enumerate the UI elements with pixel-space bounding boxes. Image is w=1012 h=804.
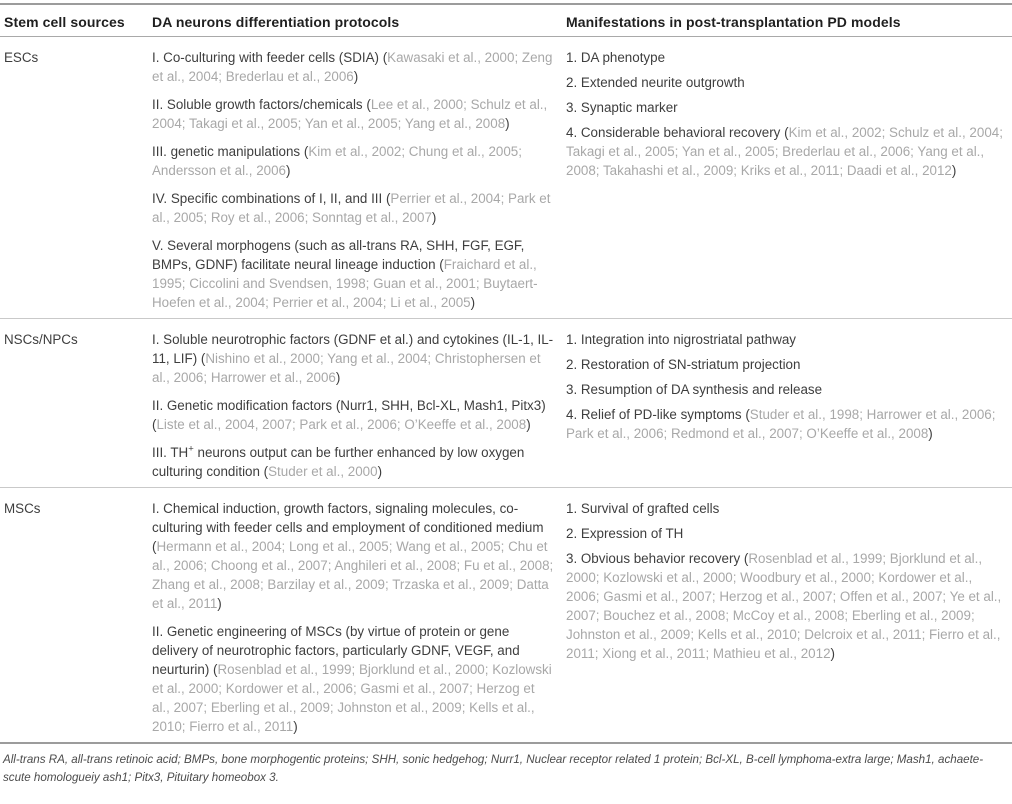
- text-segment: ): [526, 417, 531, 432]
- text-segment: 1. DA phenotype: [566, 50, 666, 65]
- manifestation-item: [566, 549, 1006, 663]
- protocol-item: [152, 236, 556, 312]
- text-segment: 4. Considerable behavioral recovery (: [566, 125, 789, 140]
- column-header-differentiation-protocols: DA neurons differentiation protocols: [152, 14, 400, 30]
- text-segment: ): [505, 116, 510, 131]
- text-segment: ): [928, 426, 933, 441]
- text-segment: ): [830, 646, 835, 661]
- citation-link[interactable]: Studer et al., 1998; Harrower et al., 2006; Park et al., 2006; Redmond et al., 2007; O’Keeffe et al., 2008: [566, 407, 996, 441]
- text-segment: V. Several morphogens (such as all-trans RA, SHH, FGF, EGF, BMPs, GDNF) facilitate neural lineage induction (: [152, 238, 525, 272]
- protocol-item: [152, 622, 556, 736]
- text-segment: ): [286, 163, 291, 178]
- manifestation-item: [566, 380, 1006, 399]
- manifestation-item: [566, 355, 1006, 374]
- text-segment: ): [353, 69, 359, 84]
- text-segment: 2. Restoration of SN-striatum projection: [566, 357, 801, 372]
- protocol-item: [152, 95, 556, 133]
- text-segment: 4. Relief of PD-like symptoms (: [566, 407, 750, 422]
- table-row-escs: [0, 37, 1012, 318]
- text-segment: 1. Survival of grafted cells: [566, 501, 720, 516]
- manifestation-item: [566, 48, 1006, 67]
- manifestation-item: [566, 123, 1006, 180]
- column-header-stem-cell-sources: Stem cell sources: [4, 14, 125, 30]
- manifestation-item: [566, 405, 1006, 443]
- manifestation-item: [566, 98, 1006, 117]
- text-segment: III. TH: [152, 445, 189, 460]
- text-segment: ): [335, 370, 341, 385]
- row-label-mscs: MSCs: [4, 501, 41, 516]
- text-segment: 3. Obvious behavior recovery (: [566, 551, 749, 566]
- citation-link[interactable]: Nishino et al., 2000; Yang et al., 2004; Christophersen et al., 2006; Harrower et al., 2006: [152, 351, 541, 385]
- text-segment: IV. Specific combinations of I, II, and III (: [152, 191, 391, 206]
- manifestations-cell-escs: [566, 48, 1008, 312]
- text-segment: I. Soluble neurotrophic factors (GDNF et al.) and cytokines (IL-1, IL-11, LIF) (: [152, 332, 554, 366]
- citation-link[interactable]: Studer et al., 2000: [268, 464, 378, 479]
- column-header-manifestations: Manifestations in post-transplantation PD models: [566, 14, 901, 30]
- table-row-nscs-npcs: [0, 319, 1012, 487]
- manifestation-item: [566, 499, 1006, 518]
- text-segment: ): [951, 163, 957, 178]
- protocols-cell-nscs: [152, 330, 566, 481]
- text-segment: III. genetic manipulations (: [152, 144, 309, 159]
- protocol-item: [152, 499, 556, 613]
- text-segment: ): [217, 596, 222, 611]
- row-label-nscs-npcs: NSCs/NPCs: [4, 332, 78, 347]
- protocol-item: [152, 330, 556, 387]
- manifestations-cell-nscs: [566, 330, 1008, 481]
- text-segment: II. Genetic modification factors (Nurr1, SHH, Bcl-XL, Mash1, Pitx3) (: [152, 398, 546, 432]
- citation-link[interactable]: Perrier et al., 2004; Park et al., 2005; Roy et al., 2006; Sonntag et al., 2007: [152, 191, 551, 225]
- citation-link[interactable]: Liste et al., 2004, 2007; Park et al., 2006; O’Keeffe et al., 2008: [156, 417, 527, 432]
- table-bottom-rule: [0, 742, 1012, 744]
- citation-link[interactable]: Rosenblad et al., 1999; Bjorklund et al., 2000; Kozlowski et al., 2000; Kordower et al., 2006; Gasmi et al., 2007; Herzog et al., 2007; Eberling et al., 2009; Johnston et al., 2009; Kells et al., 2010; Fierro et al., 2011: [152, 662, 552, 734]
- text-segment: +: [188, 443, 194, 455]
- text-segment: II. Genetic engineering of MSCs (by virtue of protein or gene delivery of neurotrophic factors, particularly GDNF, VEGF, and neurturin) (: [152, 624, 520, 677]
- text-segment: ): [431, 210, 437, 225]
- text-segment: ): [293, 719, 298, 734]
- text-segment: 2. Extended neurite outgrowth: [566, 75, 745, 90]
- table-row-mscs: [0, 488, 1012, 742]
- manifestation-item: [566, 524, 1006, 543]
- text-segment: 2. Expression of TH: [566, 526, 684, 541]
- table-footnote: All-trans RA, all-trans retinoic acid; BMPs, bone morphogentic proteins; SHH, sonic hedgehog; Nurr1, Nuclear receptor related 1 protein; Bcl-XL, B-cell lymphoma-extra large; Mash1, achaete-scute homologueiy ash1; Pitx3, Pituitary homeobox 3.: [3, 753, 984, 784]
- protocol-item: [152, 189, 556, 227]
- text-segment: neurons output can be further enhanced by low oxygen culturing condition (: [152, 445, 525, 479]
- protocol-item: [152, 443, 556, 481]
- protocol-item: [152, 142, 556, 180]
- text-segment: II. Soluble growth factors/chemicals (: [152, 97, 371, 112]
- row-label-escs: ESCs: [4, 50, 39, 65]
- citation-link[interactable]: Kim et al., 2002; Schulz et al., 2004; Takagi et al., 2005; Yan et al., 2005; Brederlau et al., 2006; Yang et al., 2008; Takahashi et al., 2009; Kriks et al., 2011; Daadi et al., 2012: [566, 125, 1003, 178]
- protocol-item: [152, 48, 556, 86]
- citation-link[interactable]: Kim et al., 2002; Chung et al., 2005; Andersson et al., 2006: [152, 144, 522, 178]
- manifestation-item: [566, 330, 1006, 349]
- table-header-row: [0, 5, 1012, 36]
- protocols-cell-escs: [152, 48, 566, 312]
- text-segment: 1. Integration into nigrostriatal pathway: [566, 332, 797, 347]
- protocol-item: [152, 396, 556, 434]
- citation-link[interactable]: Lee et al., 2000; Schulz et al., 2004; Takagi et al., 2005; Yan et al., 2005; Yang et al., 2008: [152, 97, 548, 131]
- text-segment: I. Chemical induction, growth factors, signaling molecules, co-culturing with feeder cells and employment of conditioned medium (: [152, 501, 544, 554]
- text-segment: ): [470, 295, 476, 310]
- text-segment: I. Co-culturing with feeder cells (SDIA) (: [152, 50, 388, 65]
- text-segment: 3. Resumption of DA synthesis and release: [566, 382, 823, 397]
- manifestations-cell-mscs: [566, 499, 1008, 736]
- protocols-cell-mscs: [152, 499, 566, 736]
- manifestation-item: [566, 73, 1006, 92]
- citation-link[interactable]: Fraichard et al., 1995; Ciccolini and Svendsen, 1998; Guan et al., 2001; Buytaert-Hoefen et al., 2004; Perrier et al., 2004; Li et al., 2005: [152, 257, 538, 310]
- citation-link[interactable]: Kawasaki et al., 2000; Zeng et al., 2004; Brederlau et al., 2006: [152, 50, 553, 84]
- citation-link[interactable]: Rosenblad et al., 1999; Bjorklund et al., 2000; Kozlowski et al., 2000; Woodbury et al., 2000; Kordower et al., 2006; Gasmi et al., 2007; Herzog et al., 2007; Offen et al., 2007; Ye et al., 2007; Bouchez et al., 2008; McCoy et al., 2008; Eberling et al., 2009; Johnston et al., 2009; Kells et al., 2010; Delcroix et al., 2011; Fierro et al., 2011; Xiong et al., 2011; Mathieu et al., 2012: [566, 551, 1002, 661]
- text-segment: 3. Synaptic marker: [566, 100, 678, 115]
- text-segment: ): [377, 464, 383, 479]
- citation-link[interactable]: Hermann et al., 2004; Long et al., 2005; Wang et al., 2005; Chu et al., 2006; Choong et al., 2007; Anghileri et al., 2008; Fu et al., 2008; Zhang et al., 2008; Barzilay et al., 2009; Trzaska et al., 2009; Datta et al., 2011: [152, 539, 554, 611]
